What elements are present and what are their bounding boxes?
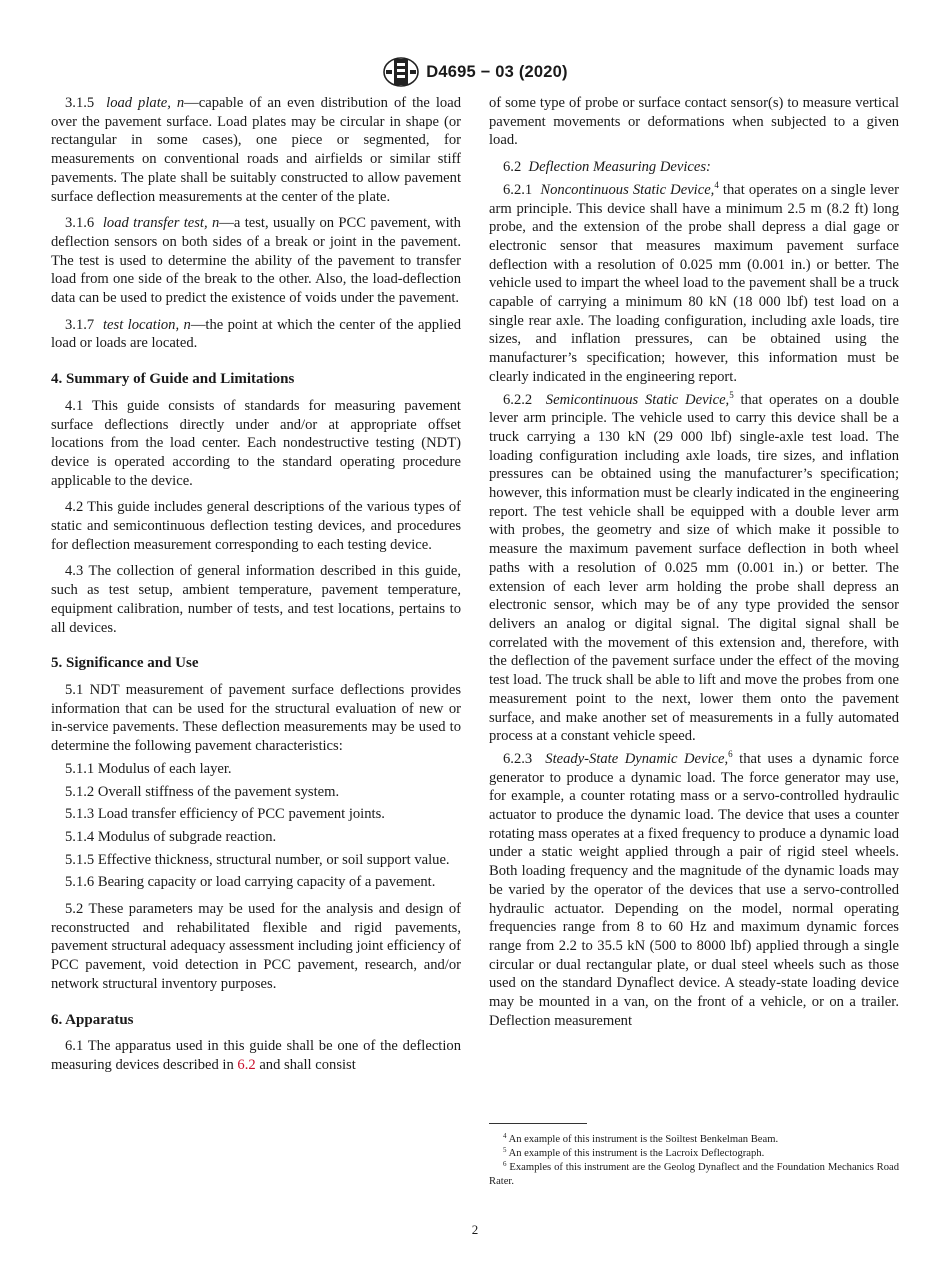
- footnote-ref-6[interactable]: 6: [728, 748, 733, 759]
- right-column: [489, 94, 899, 1030]
- paragraph-3-1-6: 3.1.6 load transfer test, n—a test, usually on PCC pavement, with deflection sensors on both sides of a break or joint in the pavement. The test is used to determine the ability of the pavement to transfer load from one side of the break to the other. Also, the load-deflection data can be used to predict the existence of voids under the pavement.: [51, 215, 461, 307]
- list-item: 5.1.2 Overall stiffness of the pavement system.: [65, 783, 340, 800]
- footnotes: [489, 1133, 899, 1189]
- section-link-6-2[interactable]: 6.2: [237, 1056, 256, 1073]
- paragraph-6-1-continued: of some type of probe or surface contact sensor(s) to measure vertical pavement movements or deformations when subjected to a given load.: [489, 95, 899, 149]
- section-heading-4: 4. Summary of Guide and Limitations: [51, 371, 295, 388]
- section-heading-5: 5. Significance and Use: [51, 655, 199, 672]
- footnote-ref-4[interactable]: 4: [714, 179, 719, 190]
- section-heading-6: 6. Apparatus: [51, 1011, 134, 1028]
- list-item: 5.1.4 Modulus of subgrade reaction.: [65, 828, 277, 845]
- paragraph-6-1: 6.1 The apparatus used in this guide shall be one of the deflection measuring devices described in 6.2 and shall consist: [51, 1038, 461, 1073]
- footnote-5: $^5$ An example of this instrument is the Lacroix Deflectograph.: [503, 1146, 765, 1159]
- page-header: [0, 56, 950, 94]
- paragraph-4-1: 4.1 This guide consists of standards for measuring pavement surface deflections directly under and/or at appropriate offset locations from the load center. Each nondestructive testing (NDT) device is operated according to the standard operating procedure applicable to the device.: [51, 397, 461, 489]
- list-item: 5.1.6 Bearing capacity or load carrying capacity of a pavement.: [65, 874, 436, 891]
- paragraph-4-2: 4.2 This guide includes general descriptions of the various types of static and semicontinuous deflection testing devices, and procedures for deflection measurement corresponding to each testing device.: [51, 499, 461, 553]
- paragraph-5-1: 5.1 NDT measurement of pavement surface deflections provides information that can be used for the structural evaluation of new or in-service pavements. These deflection measurements may be used to determine the following pavement characteristics:: [51, 681, 461, 755]
- footnote-4: $^4$ An example of this instrument is the Soiltest Benkelman Beam.: [503, 1132, 779, 1145]
- document-id: D4695 − 03 (2020): [426, 62, 568, 81]
- list-item: 5.1.5 Effective thickness, structural number, or soil support value.: [65, 851, 450, 868]
- paragraph-4-3: 4.3 The collection of general information described in this guide, such as test setup, ambient temperature, pavement temperature, equipment calibration, number of tests, and test locations, pertains to all devices.: [51, 563, 461, 636]
- paragraph-6-2-1: 6.2.1 Noncontinuous Static Device,$^4$ that operates on a single lever arm principle. This device shall have a minimum 2.5 m (8.2 ft) long probe, and the extension of the probe shall depress a dial gage or electronic sensor that measures maximum pavement surface deflection with a resolution of 0.025 mm (0.001 in.) or better. The vehicle used to impart the wheel load to the pavement shall be a truck capable of carrying a minimum 80 kN (18 000 lbf) test load on a single rear axle. The loading configuration, including axle loads, tire sizes, and inflation pressures, can be obtained using the manufacturer’s specification; however, this information must be clearly indicated in the engineering report.: [489, 179, 899, 385]
- paragraph-6-2-3: 6.2.3 Steady-State Dynamic Device,$^6$ that uses a dynamic force generator to produce a dynamic load. The force generator may use, for example, a counter rotating mass or a servo-controlled hydraulic actuator to produce the dynamic load. The device that uses a counter rotating mass operates at a fixed frequency to produce a dynamic load under a static weight applied through a pair of rigid steel wheels. Both loading frequency and the magnitude of the dynamic loads may be varied by the operator of the devices that use a servo-controlled hydraulic actuator. Depending on the model, normal operating frequencies range from 8 to 60 Hz and maximum dynamic forces range from 2.2 to 35.5 kN (500 to 8000 lbf) applied through a single circular or dual rectangular plate, or dual steel wheels such as those used on the standard Dynaflect device. A steady-state loading device may be mounted in a van, on the front of a vehicle, or on a trailer. Deflection measurement: [489, 748, 899, 1029]
- left-column: [51, 94, 461, 1075]
- astm-logo-icon: [382, 56, 420, 88]
- paragraph-6-2-2: 6.2.2 Semicontinuous Static Device,$^5$ that operates on a double lever arm principle. The vehicle used to carry this device shall be a truck carrying a 130 kN (29 000 lbf) single-axle test load. The loading configuration including axle loads, tire sizes, and inflation pressures can be obtained using the manufacturer’s specification; however, this information must be clearly indicated in the engineering report. The test vehicle shall be equipped with a double lever arm with probes, the geometry and size of which make it possible to measure the maximum pavement surface deflection in both wheel paths with a resolution of 0.025 mm (0.001 in.) or better. The extension of each lever arm holding the probe shall depress an electronic sensor, which may be of any type provided the sensor delivers an analog or digital signal. The digital signal shall be correlated with the movement of this extension and, therefore, with the deflection of the pavement surface under the effect of the moving test load. The truck shall be able to lift and move the probes from one measurement point to the next, lower them onto the pavement surface, and make another set of measurements in a fully automated process at a constant vehicle speed.: [489, 389, 899, 745]
- page-number: 2: [471, 1222, 479, 1237]
- paragraph-3-1-5: 3.1.5 load plate, n—capable of an even distribution of the load over the pavement surface. Load plates may be circular in shape (or rectangular in some cases), one piece or segmented, for measurements on conventional roads and airfields or similar stiff pavements. The plate shall be suitably constructed to allow pavement surface deflection measurements at the center of the plate.: [51, 95, 461, 205]
- paragraph-5-2: 5.2 These parameters may be used for the analysis and design of reconstructed and rehabilitated flexible and rigid pavements, pavement structural adequacy assessment including joint efficiency of PCC pavement, void detection in PCC pavement, research, and/or network structural inventory purposes.: [51, 901, 461, 992]
- footnote-divider: [489, 1123, 587, 1124]
- paragraph-6-2: 6.2 Deflection Measuring Devices:: [503, 159, 711, 176]
- list-item: 5.1.1 Modulus of each layer.: [65, 760, 232, 777]
- paragraph-3-1-7: 3.1.7 test location, n—the point at which the center of the applied load or loads are located.: [51, 316, 461, 352]
- list-item: 5.1.3 Load transfer efficiency of PCC pavement joints.: [65, 806, 385, 823]
- footnote-6: $^6$ Examples of this instrument are the Geolog Dynaflect and the Foundation Mechanics Road Rater.: [489, 1160, 899, 1187]
- footnote-ref-5[interactable]: 5: [729, 389, 734, 400]
